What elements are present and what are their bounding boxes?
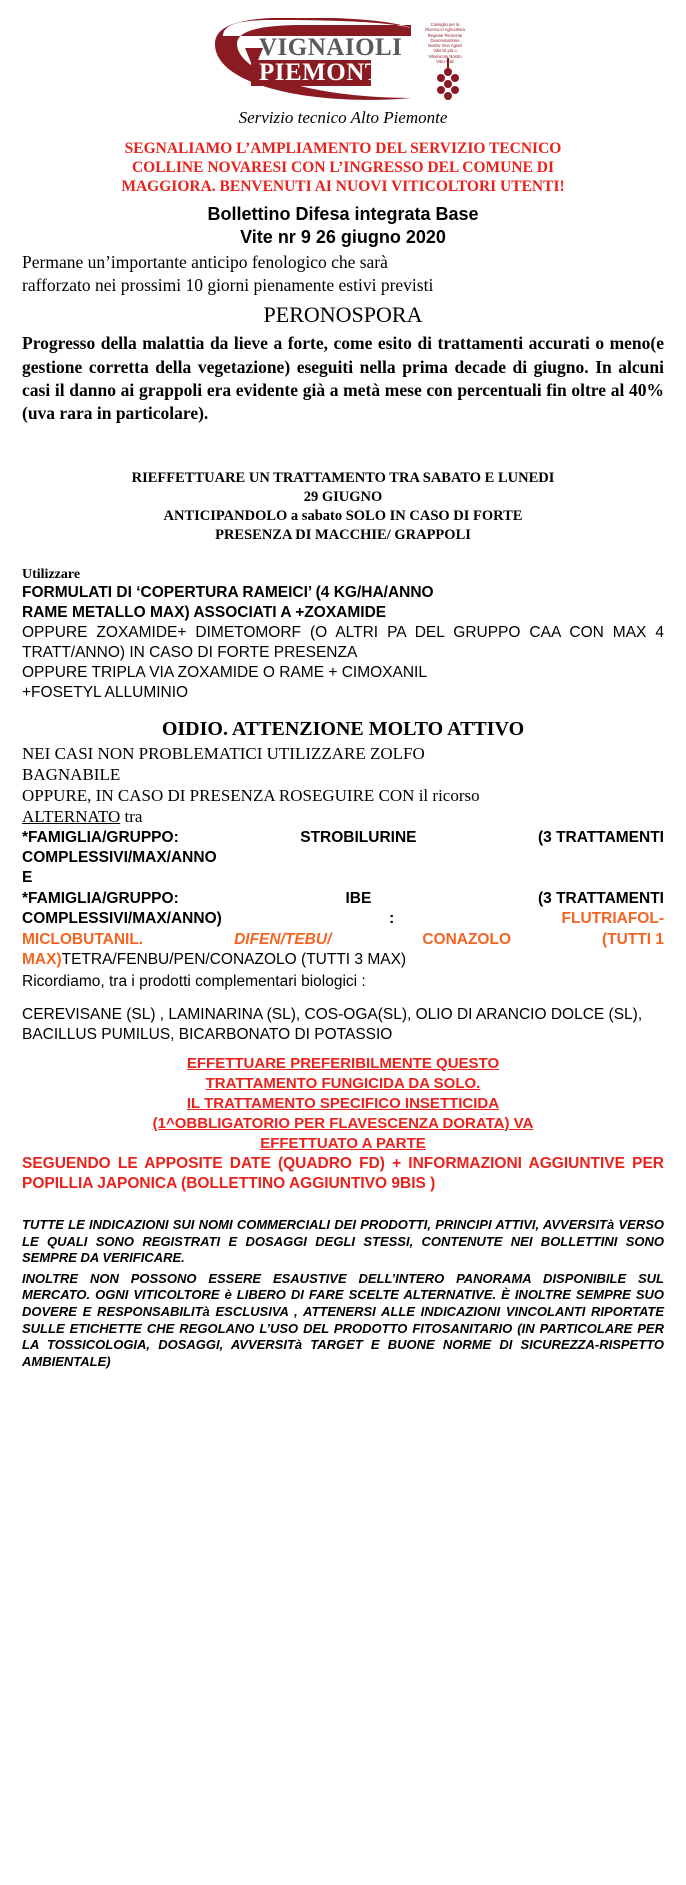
intro-paragraph [22, 251, 664, 297]
famiglia-1-line-2: COMPLESSIVI/MAX/ANNO [22, 849, 217, 867]
famiglia-2-line-4 [22, 950, 664, 970]
oidio-line-2: BAGNABILE [22, 764, 121, 784]
announcement-headline [22, 140, 664, 197]
logo-line-2: PIEMONTESI [259, 58, 424, 86]
spacer [22, 1045, 664, 1054]
alternato-underlined: ALTERNATO [22, 807, 121, 827]
treatment-instruction [22, 469, 664, 544]
ricordiamo-line: Ricordiamo, tra i prodotti complementari biologici : [22, 972, 366, 990]
formulati-line-1: FORMULATI DI ‘COPERTURA RAMEICI’ (4 KG/HA/ANNO [22, 583, 434, 601]
tetra-fenbu-text: TETRA/FENBU/PEN/CONAZOLO (TUTTI 3 MAX) [61, 951, 407, 969]
formulati-bold [22, 583, 664, 623]
famiglia-strobilurine [22, 828, 664, 889]
announcement-line-3: MAGGIORA. BENVENUTI AI NUOVI VITICOLTORI UTENTI! [121, 177, 565, 195]
oppure-tripla-block [22, 663, 664, 703]
famiglia-2-line-1 [22, 889, 664, 909]
red-notice-line-4: (1^OBBLIGATORIO PER FLAVESCENZA DORATA) VA [152, 1114, 534, 1132]
famiglia-2-value: IBE [345, 889, 372, 907]
famiglia-2-label: *FAMIGLIA/GRUPPO: [22, 889, 179, 907]
oidio-title: OIDIO. ATTENZIONE MOLTO ATTIVO [161, 717, 525, 740]
famiglia-2-note: (3 TRATTAMENTI [537, 889, 664, 907]
vignaioli-piemontesi-logo [215, 14, 424, 106]
famiglia-ibe [22, 889, 664, 971]
red-notice-body: SEGUENDO LE APPOSITE DATE (QUADRO FD) + INFORMAZIONI AGGIUNTIVE PER POPILLIA JAPONICA (BOLLETTINO AGGIUNTIVO 9BIS ) [22, 1154, 664, 1193]
peronospora-title: PERONOSPORA [263, 302, 423, 328]
famiglia-1-line-1 [22, 828, 664, 848]
famiglia-1-line-3: E [22, 869, 33, 887]
red-notice-line-5: EFFETTUATO A PARTE [260, 1134, 426, 1152]
treatment-line-3: ANTICIPANDOLO a sabato SOLO IN CASO DI FORTE [163, 508, 523, 525]
oidio-line-4-tail: tra [120, 807, 143, 827]
intro-line-2: rafforzato nei prossimi 10 giorni pienamente estivi previsti [22, 274, 434, 295]
disclaimer [22, 1217, 664, 1371]
formulati-line-2: RAME METALLO MAX) ASSOCIATI A +ZOXAMIDE [22, 603, 387, 621]
announcement-line-2: COLLINE NOVARESI CON L’INGRESSO DEL COMUNE DI [131, 158, 555, 176]
conazolo-text: CONAZOLO [422, 930, 512, 948]
logo-line-1: VIGNAIOLI [259, 34, 403, 61]
treatment-line-1: RIEFFETTUARE UN TRATTAMENTO TRA SABATO E LUNEDI [131, 470, 555, 487]
max-text: MAX) [22, 951, 62, 969]
oidio-line-1: NEI CASI NON PROBLEMATICI UTILIZZARE ZOLFO [22, 743, 425, 763]
spacer [22, 545, 664, 563]
bulletin-title-line-2: Vite nr 9 26 giugno 2020 [240, 226, 446, 247]
peronospora-body: Progresso della malattia da lieve a forte, come esito di trattamenti accurati o meno(e gestione corretta della vegetazione) eseguiti nella prima decade di giugno. In alcuni casi il danno ai grappoli era evidente già a metà mese con percentuali fin oltre al 40% (uva rara in particolare). [22, 333, 664, 424]
announcement-line-1: SEGNALIAMO L’AMPLIAMENTO DEL SERVIZIO TECNICO [124, 140, 562, 157]
oidio-line-4 [22, 806, 664, 827]
secondary-logo [425, 14, 471, 106]
disclaimer-paragraph-1: TUTTE LE INDICAZIONI SUI NOMI COMMERCIALI DEI PRODOTTI, PRINCIPI ATTIVI, AVVERSITà VERSO LE QUALI SONO REGISTRATI E DOSAGGI DEGLI STESSI, CONTENUTE NEI BOLLETTINI SONO SEMPRE DA VERIFICARE. [22, 1216, 664, 1266]
famiglia-2-line-2-mid: : [389, 910, 395, 928]
bulletin-title-line-1: Bollettino Difesa integrata Base [207, 203, 479, 224]
utilizzare-label: Utilizzare [22, 566, 81, 582]
famiglia-1-note: (3 TRATTAMENTI [537, 828, 664, 846]
famiglia-1-value: STROBILURINE [300, 828, 417, 846]
service-subtitle: Servizio tecnico Alto Piemonte [238, 108, 448, 127]
oppure-tripla-line-1: OPPURE TRIPLA VIA ZOXAMIDE O RAME + CIMOXANIL [22, 664, 427, 682]
famiglia-2-line-2-right: FLUTRIAFOL- [561, 910, 664, 928]
red-notice-block [22, 1054, 664, 1154]
famiglia-2-line-3 [22, 930, 664, 950]
tutti-1-text: (TUTTI 1 [601, 930, 664, 948]
logo-wordmark [259, 34, 424, 86]
oppure-zoxamide-block: OPPURE ZOXAMIDE+ DIMETOMORF (O ALTRI PA DEL GRUPPO CAA CON MAX 4 TRATT/ANNO) IN CASO DI FORTE PRESENZA [22, 624, 664, 662]
treatment-line-2: 29 GIUGNO [303, 489, 383, 506]
oidio-line-3 [22, 785, 664, 806]
famiglia-1-label: *FAMIGLIA/GRUPPO: [22, 828, 179, 846]
red-notice-line-3: IL TRATTAMENTO SPECIFICO INSETTICIDA [186, 1094, 500, 1112]
oidio-line-3-a: OPPURE, IN CASO DI PRESENZA ROSEGUIRE CON il ricorso [22, 786, 480, 806]
logo-header [22, 14, 664, 106]
secondary-logo-text: Consiglio per la Ricerca in Agricoltura Regione Piemonte Denominazione Nostro Vino Agrari Vitis Di più o Vitivinicolo Nostro Vitro Vitis [425, 22, 465, 64]
miclobutanil-text: MICLOBUTANIL. [22, 930, 144, 948]
treatment-line-4: PRESENZA DI MACCHIE/ GRAPPOLI [215, 526, 471, 543]
red-notice-line-2: TRATTAMENTO FUNGICIDA DA SOLO. [205, 1074, 481, 1092]
oppure-tripla-line-2: +FOSETYL ALLUMINIO [22, 684, 189, 702]
disclaimer-paragraph-2: INOLTRE NON POSSONO ESSERE ESAUSTIVE DELL’INTERO PANORAMA DISPONIBILE SUL MERCATO. OGNI VITICOLTORE è LIBERO DI FARE SCELTE ALTERNATIVE. È INOLTRE SEMPRE SUO DOVERE E RESPONSABILITà ESCLUSIVA , ATTENERSI ALLE INDICAZIONI VINCOLANTI RIPORTATE SULLE ETICHETTE CHE REGOLANO L’USO DEL PRODOTTO FITOSANITARIO (IN PARTICOLARE PER LA TOSSICOLOGIA, DOSAGGI, AVVERSITà TARGET E BUONE NORME DI SICUREZZA-RISPETTO AMBIENTALE) [22, 1270, 664, 1369]
famiglia-2-line-2 [22, 909, 664, 929]
biological-products-list: CEREVISANE (SL) , LAMINARINA (SL), COS-OGA(SL), OLIO DI ARANCIO DOLCE (SL), BACILLUS PUMILUS, BICARBONATO DI POTASSIO [22, 1005, 643, 1043]
bulletin-title [22, 203, 664, 249]
difen-tebu-text: DIFEN/TEBU/ [234, 930, 332, 948]
spacer [22, 429, 664, 469]
red-notice-line-1: EFFETTUARE PREFERIBILMENTE QUESTO [186, 1055, 500, 1073]
intro-line-1: Permane un’importante anticipo fenologico che sarà [22, 251, 388, 272]
famiglia-2-line-2-left: COMPLESSIVI/MAX/ANNO) [22, 910, 222, 928]
